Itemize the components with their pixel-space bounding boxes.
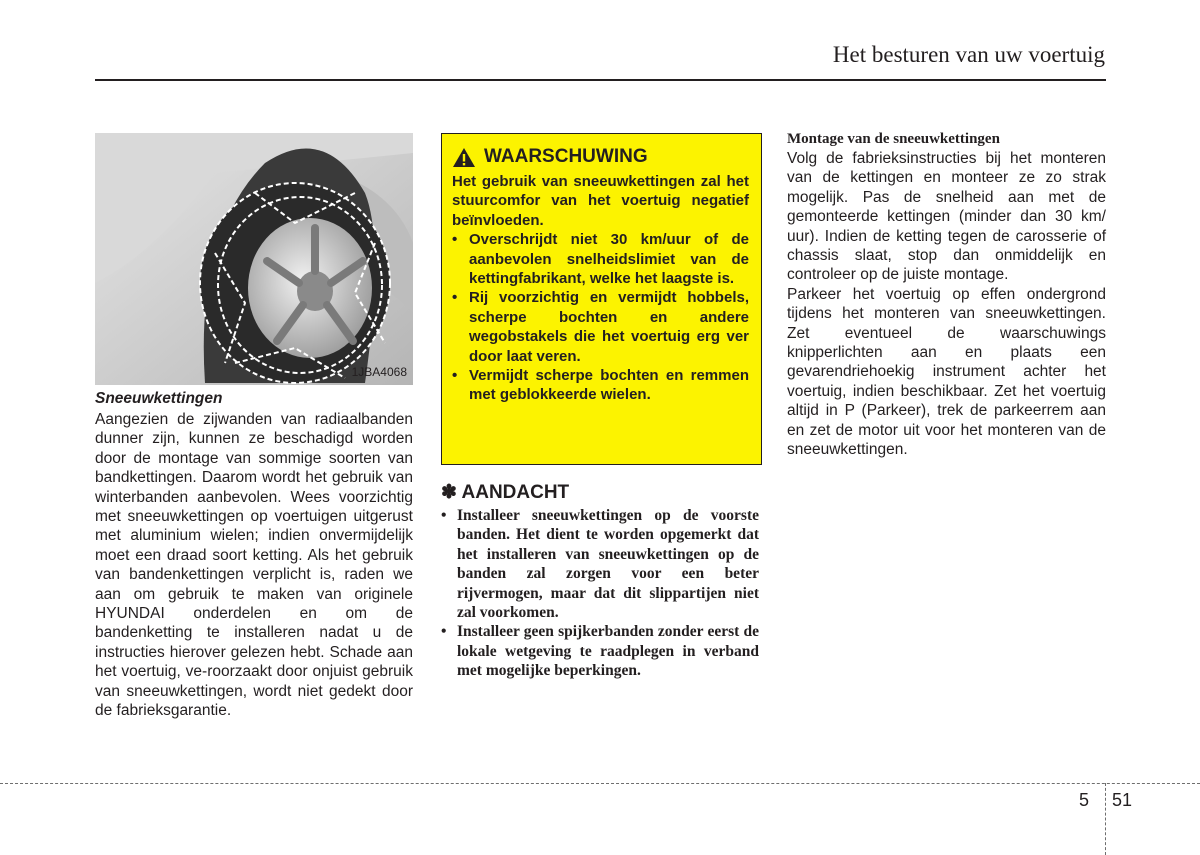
- warning-item-text: Vermijdt scherpe bochten en remmen met geblokkeerde wielen.: [469, 367, 749, 404]
- running-header-title: Het besturen van uw voertuig: [832, 42, 1105, 67]
- attention-title: [441, 481, 759, 504]
- attention-item: [441, 506, 759, 622]
- footer-dashed-rule: [0, 783, 1200, 784]
- warning-title-text: WAARSCHUWING: [484, 146, 648, 167]
- warning-list: [452, 230, 749, 405]
- warning-item-text: Rij voorzichtig en vermijdt hobbels, scherpe bochten en andere wegobstakels die het voertuig erg ver door laat veren.: [469, 289, 749, 365]
- attention-item-text: Installeer sneeuwkettingen op de voorste banden. Het dient te worden opgemerkt dat het installeren van sneeuwkettingen op de banden zal zorgen voor een beter rijvermogen, maar dat dit slippartijen niet zal voorkomen.: [457, 507, 759, 622]
- paragraph: Volg de fabrieksinstructies bij het monteren van de kettingen en monteer ze zo strak mogelijk. Pas de snelheid aan met de gemonteerde kettingen (minder dan 30 km/ uur). Indien de ketting tegen de carosserie of chassis slaat, stop dan onmiddelijk en controleer op de juiste montage.: [787, 150, 1106, 284]
- page-number: 51: [1112, 790, 1133, 810]
- paragraph: Parkeer het voertuig op effen ondergrond tijdens het monteren van sneeuwkettingen. Zet eventueel de waarschuwings knipperlichten aan en plaats een gevarendriehoekig instrument achter het voertuig, indien beschikbaar. Zet het voertuig altijd in P (Parkeer), trek de parkeerrem aan en zet de motor uit voor het monteren van de sneeuwkettingen.: [787, 285, 1106, 459]
- warning-triangle-icon: [452, 147, 476, 168]
- warning-item-text: Overschrijdt niet 30 km/uur of de aanbevolen snelheidslimiet van de kettingfabrikant, welke het laagste is.: [469, 231, 749, 288]
- wheel-with-snow-chain-illustration: [95, 133, 413, 385]
- warning-title: [452, 146, 749, 168]
- bullet-icon: •: [452, 367, 458, 385]
- bullet-icon: •: [452, 289, 458, 307]
- figure-caption: Sneeuwkettingen: [95, 390, 223, 407]
- figure-code: 1JBA4068: [351, 365, 407, 379]
- asterisk-icon: ✽: [441, 482, 457, 503]
- bullet-icon: •: [441, 507, 447, 524]
- header-rule: [95, 79, 1106, 81]
- attention-list: [441, 506, 759, 681]
- attention-title-text: AANDACHT: [461, 482, 570, 503]
- section-heading: Montage van de sneeuwkettingen: [787, 131, 1000, 147]
- attention-section: [441, 481, 759, 681]
- snow-chain-figure: [95, 133, 413, 385]
- bullet-icon: •: [452, 231, 458, 249]
- warning-intro: Het gebruik van sneeuwkettingen zal het stuurcomfor van het voertuig negatief beïnvloeden.: [452, 173, 749, 229]
- warning-item: [452, 366, 749, 405]
- chapter-number: 5: [1079, 790, 1090, 810]
- attention-item: [441, 622, 759, 680]
- warning-item: [452, 230, 749, 288]
- bullet-icon: •: [441, 623, 447, 641]
- warning-item: [452, 288, 749, 366]
- footer-vertical-dashed-rule: [1105, 783, 1106, 855]
- warning-box: [441, 133, 762, 465]
- column3: [787, 131, 1106, 460]
- attention-item-text: Installeer geen spijkerbanden zonder eerst de lokale wetgeving te raadplegen in verband met mogelijke beperkingen.: [457, 623, 759, 680]
- column1-body-text: Aangezien de zijwanden van radiaalbanden dunner zijn, kunnen ze beschadigd worden door de montage van sommige soorten van bandkettingen. Daarom wordt het gebruik van winterbanden aanbevolen. Wees voorzichtig met sneeuwkettingen op voertuigen uitgerust met aluminium wielen; indien onvermijdelijk moet een draad soort ketting. Als het gebruik van bandenkettingen verplicht is, raden we aan om gebruik te maken van originele HYUNDAI onderdelen en om de bandenketting te installeren nadat u de instructies hierover gelezen hebt. Schade aan het voertuig, ve-roorzaakt door onjuist gebruik van sneeuwkettingen, wordt niet gedekt door de fabrieksgarantie.: [95, 411, 413, 720]
